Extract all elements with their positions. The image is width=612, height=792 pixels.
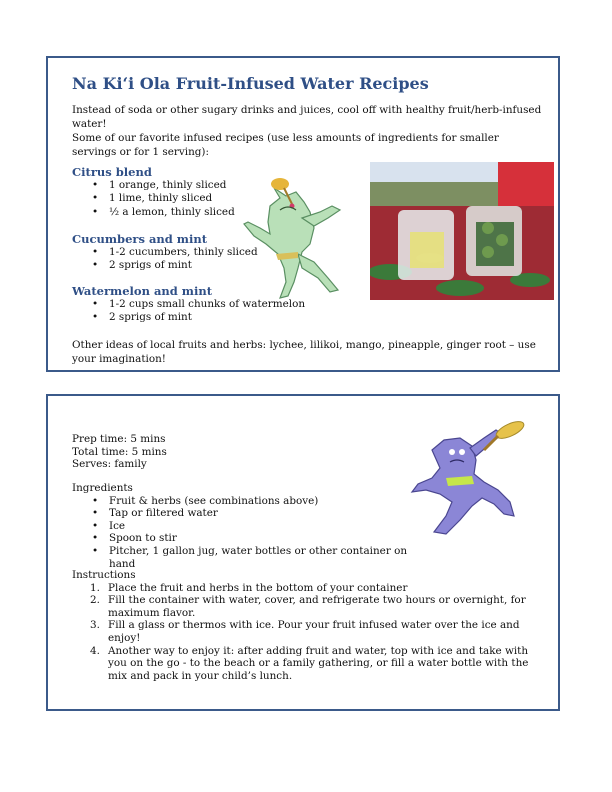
recipe-meta: [72, 433, 167, 471]
list-item: • Pitcher, 1 gallon jug, water bottles or other container on hand: [72, 545, 432, 570]
instructions-section: [72, 569, 537, 682]
intro-text: Instead of soda or other sugary drinks and juices, cool off with healthy fruit/herb-infused water!: [72, 104, 542, 130]
prep-time: Prep time: 5 mins: [72, 433, 166, 445]
other-ideas-text: Other ideas of local fruits and herbs: lychee, lilikoi, mango, pineapple, ginger root – use your imagination!: [72, 339, 536, 365]
page-title: Na Ki‘i Ola Fruit-Infused Water Recipes: [72, 74, 429, 93]
ingredients-section: [72, 482, 432, 570]
list-item: 4. Another way to enjoy it: after adding fruit and water, top with ice and take with you on the go - to the beach or a family gathering, or fill a water bottle with the mix and pack in your child’s lunch.: [90, 644, 529, 682]
list-item: • Spoon to stir: [72, 532, 432, 545]
ingredients-heading: Ingredients: [72, 482, 133, 494]
recipe-heading: Citrus blend: [72, 165, 152, 179]
favorites-text: Some of our favorite infused recipes (use less amounts of ingredients for smaller servings or for 1 serving):: [72, 132, 499, 158]
list-item: • Fruit & herbs (see combinations above): [72, 495, 432, 508]
serves: Serves: family: [72, 458, 147, 471]
green-hero-character-icon: [240, 178, 352, 300]
list-item: 1. Place the fruit and herbs in the bottom of your container: [90, 581, 408, 594]
list-item: • 1-2 cucumbers, thinly sliced: [72, 246, 362, 259]
list-item: • 1 lime, thinly sliced: [72, 192, 362, 205]
recipes-card: [46, 56, 560, 372]
list-item: • Ice: [72, 520, 432, 533]
list-item: • 2 sprigs of mint: [72, 259, 362, 272]
list-item: • 2 sprigs of mint: [72, 311, 362, 324]
list-item: • 1 orange, thinly sliced: [72, 179, 362, 192]
total-time: Total time: 5 mins: [72, 445, 167, 458]
list-item: • Tap or filtered water: [72, 507, 432, 520]
instructions-card: [46, 394, 560, 711]
infused-water-photo: [370, 162, 554, 300]
list-item: 2. Fill the container with water, cover, and refrigerate two hours or overnight, for maximum flavor.: [90, 594, 526, 619]
instructions-heading: Instructions: [72, 569, 136, 581]
recipe-heading: Watermelon and mint: [72, 284, 213, 298]
list-item: 3. Fill a glass or thermos with ice. Pour your fruit infused water over the ice and enjoy!: [90, 619, 520, 644]
recipe-heading: Cucumbers and mint: [72, 232, 208, 246]
purple-hero-character-icon: [410, 420, 526, 536]
list-item: • ½ a lemon, thinly sliced: [72, 206, 362, 219]
list-item: • 1-2 cups small chunks of watermelon: [72, 298, 362, 311]
